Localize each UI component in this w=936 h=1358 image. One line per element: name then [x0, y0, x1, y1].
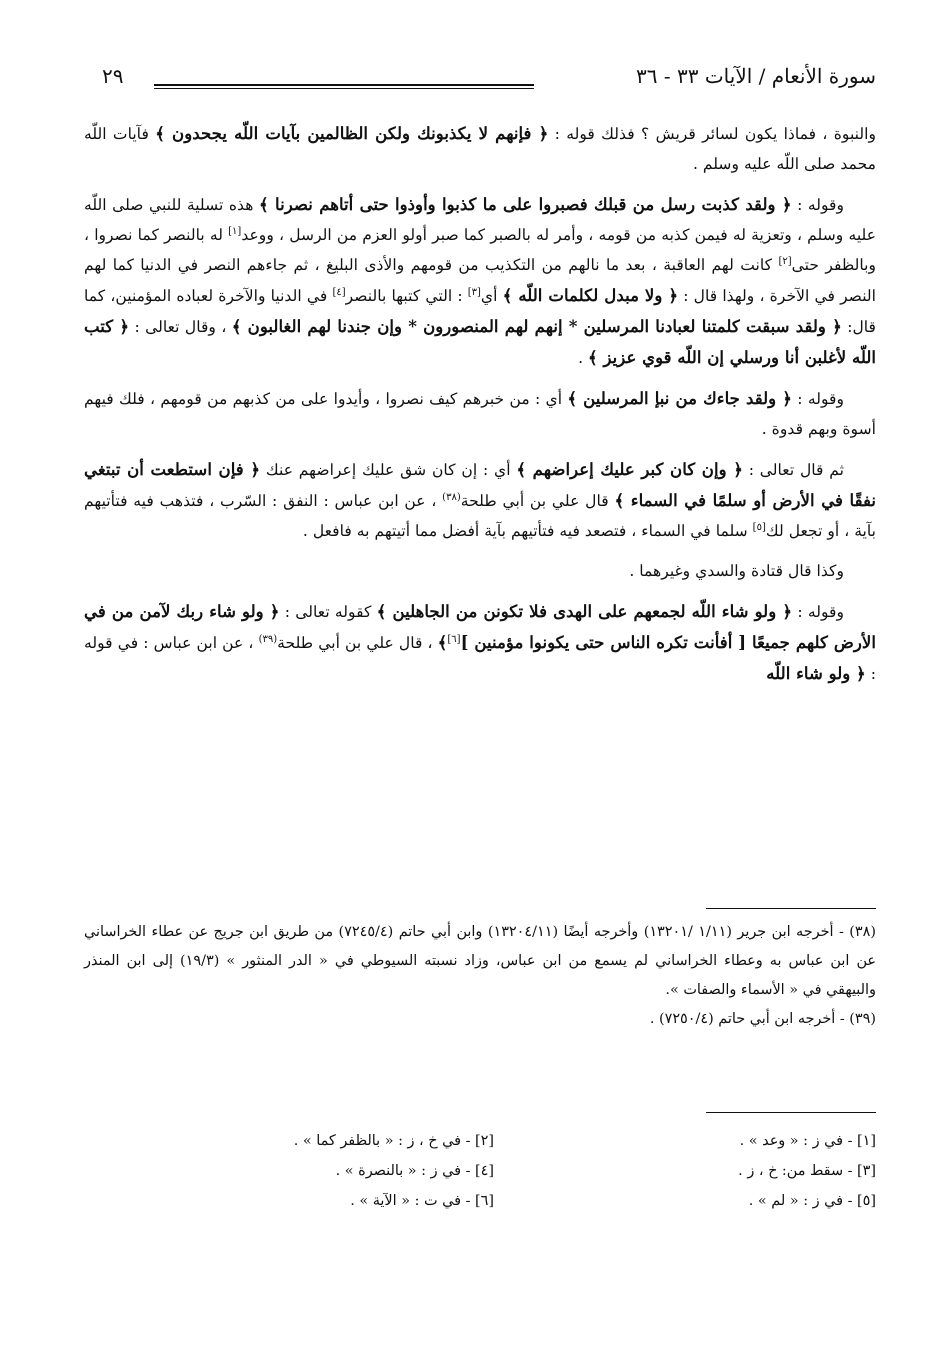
text-run: أي : من خبرهم كيف نصروا ، وأيدوا على من كذبهم من قومهم ، فلك فيهم أسوة وبهم قدوة . — [84, 390, 876, 438]
quran-quote: ﴿ ولو شاء ربك لآمن من في الأرض كلهم جميعًا [ أفأنت تكره الناس حتى يكونوا مؤمنين ] — [84, 601, 876, 652]
text-run: ، عن ابن عباس : في قوله : — [84, 634, 876, 683]
quran-quote: ﴿ ولو شاء اللّه لجمعهم على الهدى فلا تكونن من الجاهلين ﴾ — [376, 601, 793, 621]
quran-quote: ﴿ ولقد كذبت رسل من قبلك فصبروا على ما كذبوا وأوذوا حتى أتاهم نصرنا ﴾ — [258, 194, 792, 214]
footnotes — [84, 918, 876, 1034]
variants-column-left — [194, 1126, 494, 1216]
paragraph-1 — [84, 118, 876, 179]
text-run: أي — [480, 287, 503, 305]
variant-3: [٣] - سقط من: خ ، ز . — [738, 1163, 876, 1179]
variant-6: [٦] - في ت : « الآية » . — [350, 1193, 494, 1209]
variant-ref: [٥] — [752, 521, 766, 533]
text-run: ، قال علي بن أبي طلحة — [277, 634, 438, 652]
footnote-39: (٣٩) - أخرجه ابن أبي حاتم (٧٢٥٠/٤) . — [649, 1011, 876, 1027]
footnote-ref: (٣٩) — [258, 633, 278, 645]
page-number: ٢٩ — [102, 64, 124, 88]
quran-quote: ﴿ كتب اللّه لأغلبن أنا ورسلي إن اللّه قوي عزيز ﴾ — [84, 316, 876, 367]
surah-title: سورة الأنعام / الآيات ٣٣ - ٣٦ — [636, 64, 876, 88]
text-run: سلما في السماء ، فتصعد فيه فتأتيهم بآية أفضل مما أتيتهم به فافعل . — [302, 522, 753, 540]
footnote-38: (٣٨) - أخرجه ابن جرير (١/١١ /١٣٢٠١) وأخرجه أيضًا (١٣٢٠٤/١١) وابن أبي حاتم (٧٢٤٥/٤) من طريق ابن جريج عن عطاء الخراساني عن ابن عباس به وعطاء الخراساني لم يسمع من ابن عباس، وزاد نسبته السيوطي في « الدر المنثور » (١٩/٣) إلى ابن المنذر والبيهقي في « الأسماء والصفات ». — [84, 924, 876, 998]
book-page — [84, 56, 876, 1316]
text-run: في الدنيا والآخرة لعباده المؤمنين، كما قال: — [84, 287, 877, 336]
quran-quote: ﴿ ولو شاء اللّه — [766, 663, 866, 683]
quran-quote: ﴿ فإن استطعت أن تبتغي نفقًا في الأرض أو سلمًا في السماء ﴾ — [84, 459, 877, 510]
variant-2: [٢] - في خ ، ز : « بالظفر كما » . — [293, 1133, 494, 1149]
variant-ref: [٢] — [778, 255, 792, 267]
variant-4: [٤] - في ز : « بالنصرة » . — [335, 1163, 494, 1179]
text-run: ثم قال تعالى : — [742, 461, 845, 479]
variant-ref: [٣] — [467, 286, 481, 298]
text-run: والنبوة ، فماذا يكون لسائر قريش ؟ فذلك قوله : — [548, 125, 876, 143]
quran-quote: ﴾ — [437, 632, 448, 652]
variant-5: [٥] - في ز : « لم » . — [748, 1193, 876, 1209]
main-text — [84, 118, 876, 699]
text-run: كقوله تعالى : — [279, 603, 377, 621]
quran-quote: ﴿ ولقد سبقت كلمتنا لعبادنا المرسلين * إنهم لهم المنصورون * وإن جندنا لهم الغالبون ﴾ — [231, 316, 842, 336]
variant-ref: [٤] — [332, 286, 346, 298]
paragraph-4 — [84, 454, 876, 546]
quran-quote: ﴿ فإنهم لا يكذبونك ولكن الظالمين بآيات اللّه يجحدون ﴾ — [155, 123, 549, 143]
variants-column-right — [576, 1126, 876, 1216]
paragraph-5: وكذا قال قتادة والسدي وغيرهما . — [629, 562, 844, 580]
text-run: . — [578, 349, 589, 367]
variant-readings — [84, 1126, 876, 1226]
footnote-ref: (٣٨) — [442, 491, 461, 503]
text-run: ، عن ابن عباس : النفق : السّرب ، فتذهب فيه فتأتيهم بآية ، أو تجعل لك — [84, 492, 876, 540]
variants-separator — [706, 1112, 876, 1113]
quran-quote: ﴿ ولقد جاءك من نبإ المرسلين ﴾ — [567, 388, 793, 408]
text-run: هذه تسلية للنبي صلى اللّه عليه وسلم ، وتعزية له فيمن كذبه من قومه ، وأمر له بالصبر كما صبر أولو العزم من الرسل ، ووعد — [84, 196, 877, 244]
variant-ref: [١] — [228, 225, 242, 237]
text-run: : التي كتبها بالنصر — [345, 287, 468, 305]
paragraph-6 — [84, 596, 876, 689]
paragraph-3 — [84, 383, 876, 444]
text-run: فآيات اللّه محمد صلى اللّه عليه وسلم . — [84, 125, 876, 173]
header-rule — [154, 84, 534, 86]
footnote-separator — [706, 908, 876, 909]
quran-quote: ﴿ ولا مبدل لكلمات اللّه ﴾ — [502, 285, 679, 305]
page-header — [84, 64, 876, 98]
variant-ref: [٦] — [447, 633, 461, 645]
text-run: وقوله : — [792, 603, 844, 621]
text-run: وقوله : — [792, 390, 844, 408]
paragraph-2 — [84, 189, 876, 373]
text-run: وقوله : — [791, 196, 845, 214]
text-run: له بالنصر كما نصروا ، وبالظفر حتى — [84, 226, 876, 274]
text-run: كانت لهم العاقبة ، بعد ما نالهم من التكذيب من قومهم والأذى البليغ ، ثم جاءهم النصر في الدنيا كما لهم النصر في الآخرة ، ولهذا قال : — [84, 256, 876, 305]
text-run: أي : إن كان شق عليك إعراضهم عنك — [260, 461, 517, 479]
text-run: قال علي بن أبي طلحة — [460, 492, 615, 510]
variant-1: [١] - في ز : « وعد » . — [739, 1133, 876, 1149]
text-run: ، وقال تعالى : — [129, 318, 232, 336]
quran-quote: ﴿ وإن كان كبر عليك إعراضهم ﴾ — [516, 459, 743, 479]
